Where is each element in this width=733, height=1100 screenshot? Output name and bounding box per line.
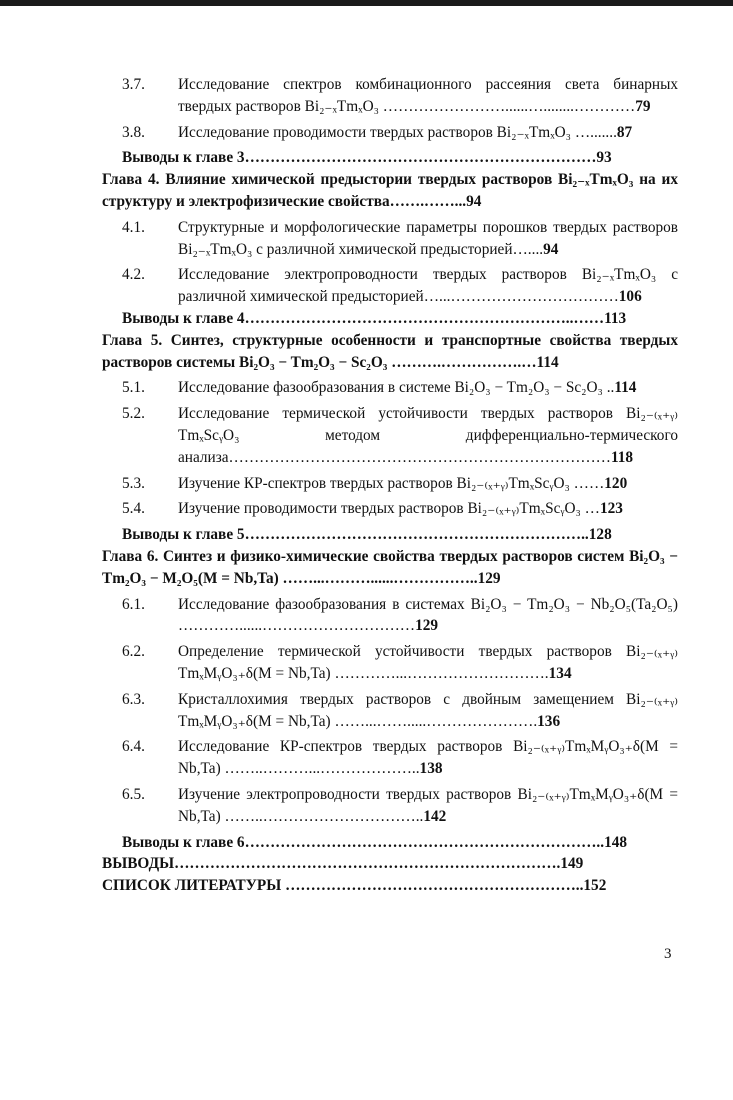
scan-border — [0, 0, 733, 6]
toc-entry-title: Изучение электропроводности твердых растворов Bi₂₋₍ₓ₊ᵧ₎TmₓMᵧO₃₊δ(M = Nb,Ta) ……..…………………………..142 — [178, 785, 678, 825]
toc-entry-title: Структурные и морфологические параметры порошков твердых растворов Bi₂₋ₓTmₓO₃ с различной химической предысторией…....94 — [178, 218, 678, 258]
toc-entry-number: 6.2. — [122, 643, 145, 661]
toc-page-number: 136 — [537, 712, 561, 730]
toc-page-number: 93 — [596, 149, 612, 167]
toc-entry-3-7[interactable] — [102, 74, 678, 118]
toc-conclusions[interactable] — [102, 853, 678, 875]
toc-chapter-6[interactable] — [102, 546, 678, 590]
toc-entry-number: 5.2. — [122, 405, 145, 423]
toc-entry-3-8[interactable] — [102, 122, 678, 144]
toc-entry-4-2[interactable] — [102, 264, 678, 308]
toc-entry-title: СПИСОК ЛИТЕРАТУРЫ …………………………………………………..152 — [102, 877, 607, 895]
toc-entry-6-4[interactable] — [102, 736, 678, 780]
toc-entry-6-2[interactable] — [102, 641, 678, 685]
toc-entry-title: Изучение КР-спектров твердых растворов Bi₂₋₍ₓ₊ᵧ₎TmₓScᵧO₃ ……120 — [178, 474, 628, 492]
toc-entry-number: 6.1. — [122, 595, 145, 613]
toc-page-number: 148 — [604, 833, 628, 851]
toc-page-number: 149 — [560, 855, 584, 873]
toc-entry-title: Исследование термической устойчивости твердых растворов Bi₂₋₍ₓ₊ᵧ₎TmₓScᵧO₃ методом дифференциально-термического анализа…………………………………………………………………118 — [178, 405, 678, 466]
toc-page-number: 118 — [610, 448, 634, 466]
toc-conclusions-5[interactable] — [102, 524, 678, 546]
toc-entry-number: 6.5. — [122, 785, 145, 803]
toc-page-number: 129 — [477, 569, 501, 587]
toc-entry-4-1[interactable] — [102, 217, 678, 261]
toc-entry-title: Выводы к главе 5…………………………………………………………..128 — [122, 526, 612, 544]
toc-entry-number: 5.3. — [122, 474, 145, 492]
toc-entry-6-3[interactable] — [102, 689, 678, 733]
toc-entry-title: Исследование проводимости твердых растворов Bi₂₋ₓTmₓO₃ ….......87 — [178, 123, 633, 141]
toc-entry-5-2[interactable] — [102, 403, 678, 468]
toc-entry-title: Выводы к главе 6……………………………………………………………..148 — [122, 833, 628, 851]
toc-entry-number: 5.4. — [122, 500, 145, 518]
toc-entry-title: Исследование спектров комбинационного рассеяния света бинарных твердых растворов Bi₂₋ₓTmₓO₃ ……………………......…........…………79 — [178, 76, 678, 115]
toc-entry-title: Глава 5. Синтез, структурные особенности и транспортные свойства твердых растворов системы Bi₂O₃ − Tm₂O₃ − Sc₂O₃ ……….…………….…114 — [102, 331, 678, 371]
toc-page-number: 114 — [614, 379, 637, 397]
toc-entry-number: 4.1. — [122, 218, 145, 236]
toc-entry-title: Исследование КР-спектров твердых растворов Bi₂₋₍ₓ₊ᵧ₎TmₓMᵧO₃₊δ(M = Nb,Ta) ……..………...………………..138 — [178, 738, 678, 778]
toc-page-number: 87 — [616, 123, 633, 141]
toc-entry-number: 3.8. — [122, 123, 145, 141]
toc-page-number: 94 — [466, 192, 482, 210]
toc-entry-title: Выводы к главе 3……………………………………………………………93 — [122, 149, 612, 167]
toc-page-number: 152 — [583, 877, 607, 895]
toc-entry-title: Глава 6. Синтез и физико-химические свойства твердых растворов систем Bi₂O₃ − Tm₂O₃ − M₂O₅(M = Nb,Ta) ……...………......……………..129 — [102, 547, 678, 587]
toc-entry-6-1[interactable] — [102, 594, 678, 638]
toc-entry-number: 4.2. — [122, 266, 145, 284]
toc-chapter-4[interactable] — [102, 169, 678, 213]
table-of-contents — [102, 74, 678, 897]
toc-page-number: 123 — [599, 500, 623, 518]
toc-page-number: 120 — [604, 474, 628, 492]
toc-entry-title: Изучение проводимости твердых растворов Bi₂₋₍ₓ₊ᵧ₎TmₓScᵧO₃ …123 — [178, 500, 623, 518]
toc-entry-title: Глава 4. Влияние химической предыстории твердых растворов Bi₂₋ₓTmₓO₃ на их структуру и электрофизические свойства…….……...94 — [102, 171, 678, 210]
toc-entry-title: Выводы к главе 4………………………………………………………..……113 — [122, 309, 627, 327]
toc-entry-number: 6.4. — [122, 738, 145, 756]
page-number: 3 — [664, 946, 672, 962]
toc-entry-5-4[interactable] — [102, 498, 678, 520]
toc-entry-title: Определение термической устойчивости твердых растворов Bi₂₋₍ₓ₊ᵧ₎TmₓMᵧO₃₊δ(M = Nb,Ta) …………...……………………….134 — [178, 643, 678, 682]
toc-page-number: 94 — [543, 240, 559, 258]
toc-page-number: 106 — [618, 288, 642, 306]
toc-entry-title: Кристаллохимия твердых растворов с двойным замещением Bi₂₋₍ₓ₊ᵧ₎TmₓMᵧO₃₊δ(M = Nb,Ta) ……...…….....………………….136 — [178, 690, 678, 730]
toc-entry-title: ВЫВОДЫ………………………………………………………………….149 — [102, 855, 584, 873]
toc-chapter-5[interactable] — [102, 330, 678, 374]
toc-page-number: 142 — [423, 807, 447, 825]
toc-page-number: 113 — [604, 309, 627, 327]
toc-page-number: 129 — [415, 617, 439, 635]
toc-entry-title: Исследование фазообразования в системе Bi₂O₃ − Tm₂O₃ − Sc₂O₃ ..114 — [178, 379, 637, 397]
toc-references[interactable] — [102, 875, 678, 897]
toc-entry-title: Исследование электропроводности твердых растворов Bi₂₋ₓTmₓO₃ с различной химической предысторией…...……………………………106 — [178, 266, 678, 306]
toc-page-number: 79 — [635, 97, 651, 115]
toc-page-number: 128 — [588, 526, 612, 544]
toc-entry-number: 3.7. — [122, 76, 145, 93]
toc-conclusions-6[interactable] — [102, 832, 678, 854]
toc-entry-5-3[interactable] — [102, 473, 678, 495]
toc-entry-number: 6.3. — [122, 690, 145, 708]
toc-conclusions-4[interactable] — [102, 308, 678, 330]
toc-entry-5-1[interactable] — [102, 377, 678, 399]
toc-entry-title: Исследование фазообразования в системах Bi₂O₃ − Tm₂O₃ − Nb₂O₅(Ta₂O₅) …………......…………………………129 — [178, 595, 678, 635]
toc-page-number: 114 — [536, 353, 559, 371]
toc-page-number: 134 — [548, 664, 572, 682]
toc-conclusions-3[interactable] — [102, 147, 678, 169]
toc-entry-6-5[interactable] — [102, 784, 678, 828]
toc-page-number: 138 — [419, 760, 443, 778]
toc-entry-number: 5.1. — [122, 379, 145, 397]
